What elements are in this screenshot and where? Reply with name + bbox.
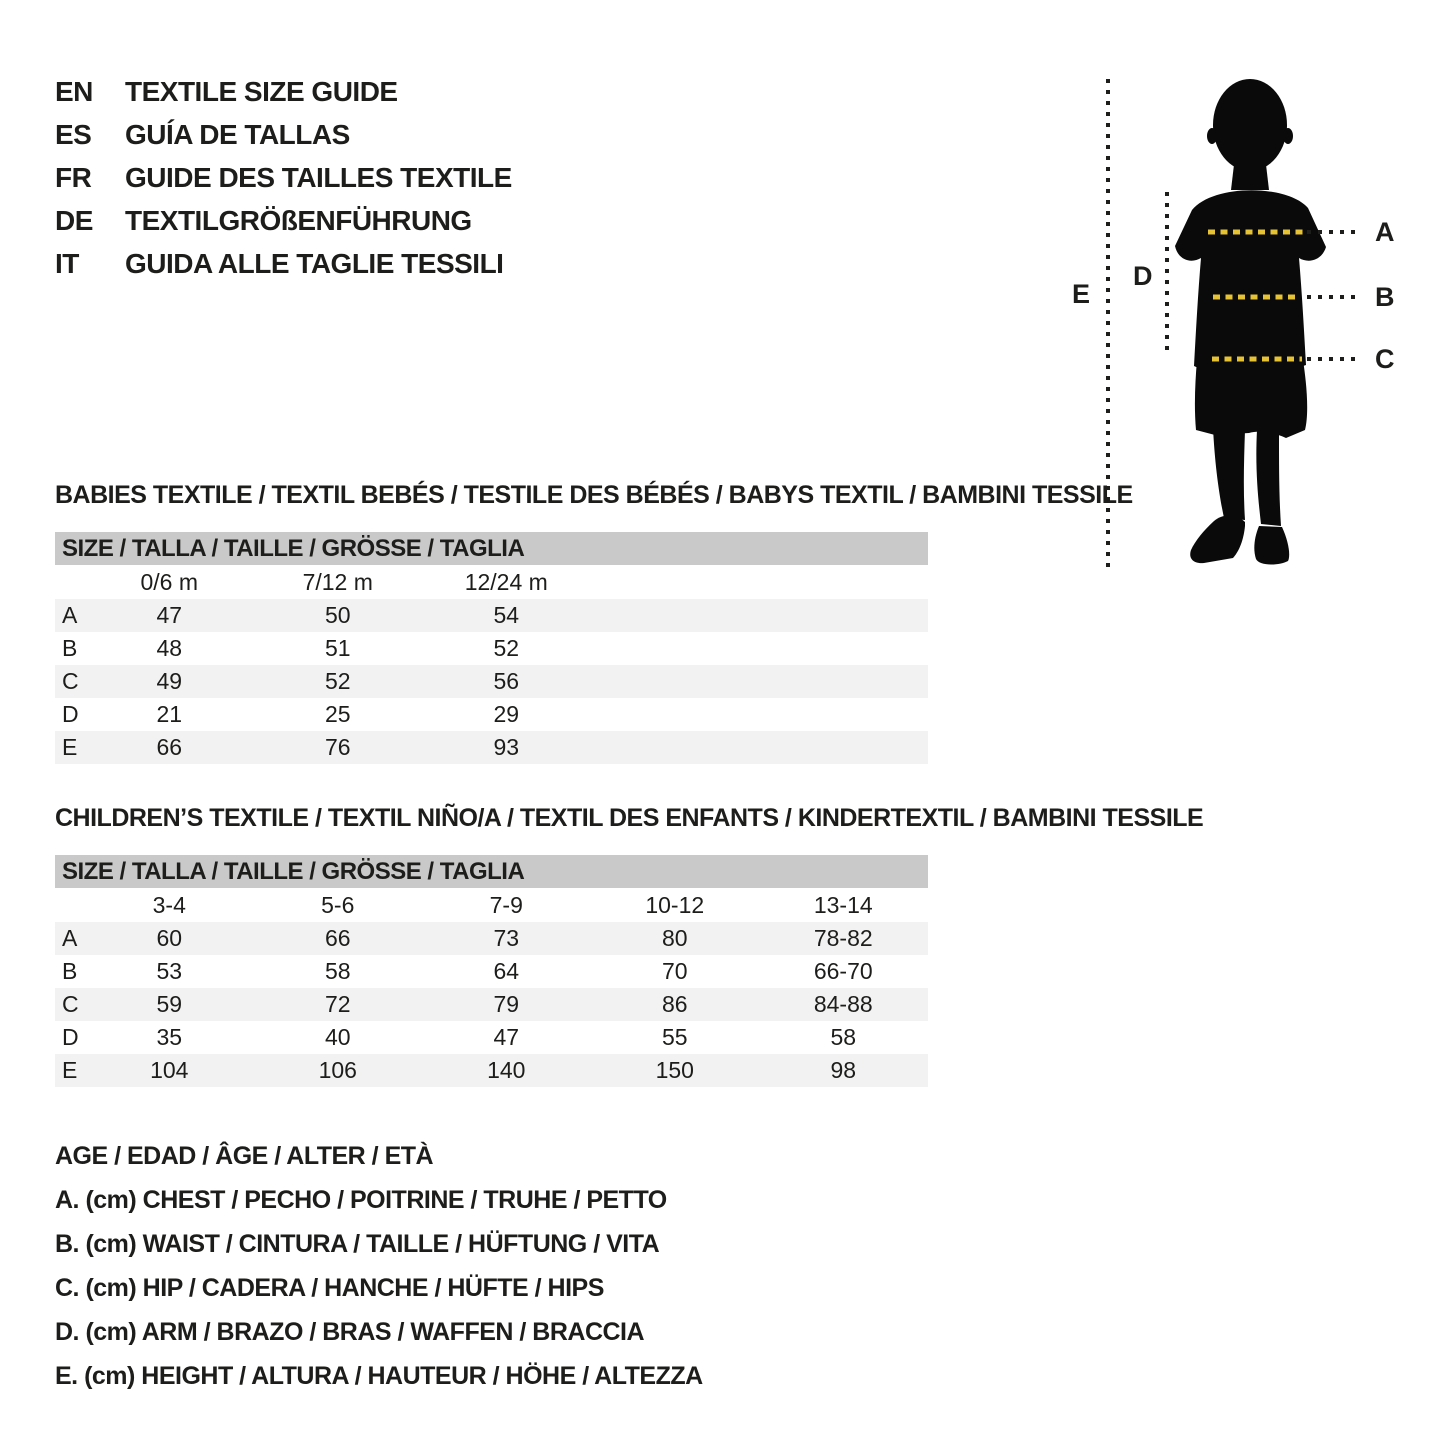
table-row: [55, 731, 928, 764]
row-label: E: [62, 734, 78, 760]
column-header: 0/6 m: [140, 568, 199, 595]
row-label: A: [62, 925, 78, 951]
table-cell: 76: [324, 734, 351, 760]
table-cell: 52: [324, 668, 351, 694]
table-cell: 140: [487, 1057, 526, 1083]
table-cell: 73: [493, 925, 520, 951]
row-label: B: [62, 958, 78, 984]
table-row: [55, 1021, 928, 1054]
legend-arm-line: D. (cm) ARM / BRAZO / BRAS / WAFFEN / BRACCIA: [55, 1317, 645, 1346]
table-cell: 49: [156, 668, 183, 694]
label-chest-a: A: [1375, 217, 1395, 247]
table-cell: 51: [324, 635, 351, 661]
table-cell: 84-88: [813, 991, 873, 1017]
table-row: [55, 988, 928, 1021]
babies-column-header-row: [55, 565, 928, 599]
legend-height-line: E. (cm) HEIGHT / ALTURA / HAUTEUR / HÖHE / ALTEZZA: [55, 1361, 703, 1390]
label-height-e: E: [1072, 279, 1091, 309]
legend-hip-line: C. (cm) HIP / CADERA / HANCHE / HÜFTE / HIPS: [55, 1273, 604, 1302]
row-label: A: [62, 602, 78, 628]
row-label: E: [62, 1057, 78, 1083]
column-header: 13-14: [813, 891, 873, 918]
table-cell: 93: [493, 734, 520, 760]
table-cell: 25: [324, 701, 351, 727]
row-label: C: [62, 991, 79, 1017]
lang-code: IT: [55, 247, 79, 279]
babies-size-table: [55, 532, 928, 764]
babies-section-title: BABIES TEXTILE / TEXTIL BEBÉS / TESTILE DES BÉBÉS / BABYS TEXTIL / BAMBINI TESSILE: [55, 481, 1133, 509]
measurement-legend: [55, 1134, 703, 1398]
lang-code: DE: [55, 204, 93, 236]
table-cell: 48: [156, 635, 183, 661]
table-cell: 59: [156, 991, 183, 1017]
children-size-header-bar: SIZE / TALLA / TAILLE / GRÖSSE / TAGLIA: [55, 855, 928, 888]
column-header: 3-4: [152, 891, 186, 918]
lang-row-de: [55, 199, 512, 242]
table-cell: 47: [493, 1024, 520, 1050]
table-cell: 29: [493, 701, 520, 727]
table-cell: 106: [318, 1057, 357, 1083]
legend-waist-line: B. (cm) WAIST / CINTURA / TAILLE / HÜFTUNG / VITA: [55, 1229, 660, 1258]
table-cell: 79: [493, 991, 520, 1017]
table-cell: 64: [493, 958, 520, 984]
row-label: B: [62, 635, 78, 661]
table-cell: 66-70: [813, 958, 873, 984]
row-label: D: [62, 1024, 79, 1050]
guide-title: TEXTILE SIZE GUIDE: [125, 75, 398, 107]
guide-title: GUÍA DE TALLAS: [125, 118, 350, 150]
table-cell: 58: [830, 1024, 857, 1050]
table-cell: 21: [156, 701, 183, 727]
table-cell: 56: [493, 668, 520, 694]
guide-title: TEXTILGRÖßENFÜHRUNG: [125, 204, 472, 236]
table-cell: 70: [661, 958, 688, 984]
row-label: D: [62, 701, 79, 727]
table-cell: 78-82: [813, 925, 873, 951]
table-row: [55, 922, 928, 955]
column-header: 5-6: [321, 891, 355, 918]
table-cell: 58: [324, 958, 351, 984]
column-header: 7-9: [489, 891, 523, 918]
table-row: [55, 599, 928, 632]
lang-row-it: [55, 242, 512, 285]
table-cell: 150: [655, 1057, 694, 1083]
table-cell: 72: [324, 991, 351, 1017]
legend-age-line: AGE / EDAD / ÂGE / ALTER / ETÀ: [55, 1141, 434, 1170]
table-cell: 86: [661, 991, 688, 1017]
table-row: [55, 955, 928, 988]
lang-row-en: [55, 70, 512, 113]
column-header: 7/12 m: [302, 568, 373, 595]
label-arm-d: D: [1133, 261, 1153, 291]
lang-code: ES: [55, 118, 92, 150]
table-cell: 47: [156, 602, 183, 628]
table-row: [55, 698, 928, 731]
row-label: C: [62, 668, 79, 694]
table-cell: 50: [324, 602, 351, 628]
children-column-header-row: [55, 888, 928, 922]
table-cell: 55: [661, 1024, 688, 1050]
table-row: [55, 632, 928, 665]
column-header: 10-12: [645, 891, 705, 918]
lang-row-fr: [55, 156, 512, 199]
measurement-figure: [1060, 60, 1420, 590]
table-cell: 104: [150, 1057, 189, 1083]
babies-size-header-bar: SIZE / TALLA / TAILLE / GRÖSSE / TAGLIA: [55, 532, 928, 565]
table-cell: 60: [156, 925, 183, 951]
table-cell: 35: [156, 1024, 183, 1050]
table-cell: 53: [156, 958, 183, 984]
guide-title: GUIDA ALLE TAGLIE TESSILI: [125, 247, 504, 279]
table-cell: 80: [661, 925, 688, 951]
table-cell: 66: [324, 925, 351, 951]
table-cell: 54: [493, 602, 520, 628]
children-section-title: CHILDREN’S TEXTILE / TEXTIL NIÑO/A / TEXTIL DES ENFANTS / KINDERTEXTIL / BAMBINI TESSILE: [55, 804, 1204, 832]
guide-title: GUIDE DES TAILLES TEXTILE: [125, 161, 512, 193]
table-cell: 52: [493, 635, 520, 661]
table-cell: 40: [324, 1024, 351, 1050]
lang-code: EN: [55, 75, 93, 107]
table-cell: 98: [830, 1057, 857, 1083]
label-hip-c: C: [1375, 344, 1395, 374]
lang-code: FR: [55, 161, 92, 193]
children-size-table: [55, 855, 928, 1087]
table-cell: 66: [156, 734, 183, 760]
table-row: [55, 1054, 928, 1087]
column-header: 12/24 m: [464, 568, 548, 595]
lang-row-es: [55, 113, 512, 156]
legend-chest-line: A. (cm) CHEST / PECHO / POITRINE / TRUHE / PETTO: [55, 1185, 667, 1214]
language-title-list: [55, 70, 512, 285]
child-silhouette-icon: [1175, 79, 1326, 565]
label-waist-b: B: [1375, 282, 1395, 312]
table-row: [55, 665, 928, 698]
